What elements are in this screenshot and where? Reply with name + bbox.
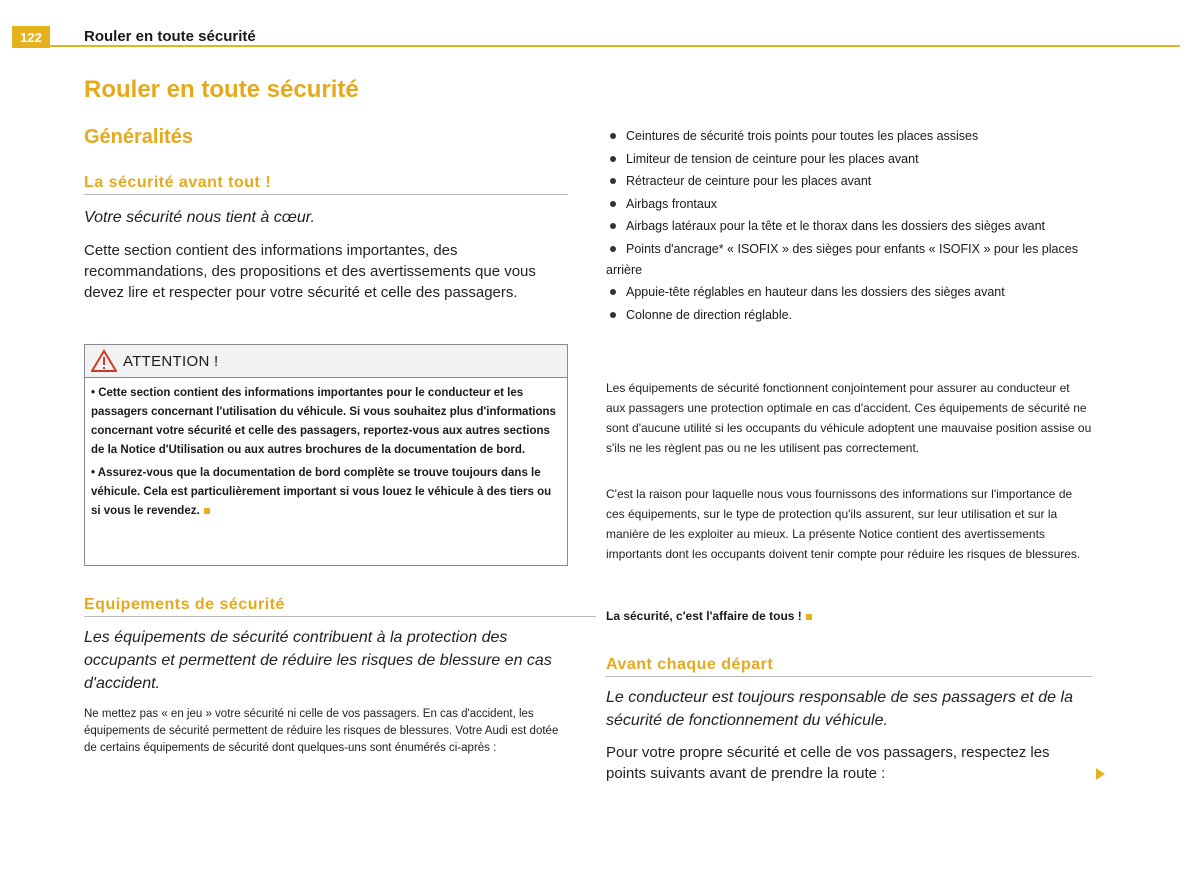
header-divider bbox=[12, 45, 1180, 47]
list-item bbox=[606, 171, 1092, 194]
warning-title: ATTENTION ! bbox=[123, 352, 219, 370]
safety-first-body-block bbox=[84, 240, 568, 303]
list-item-text: Limiteur de tension de ceinture pour les places avant bbox=[626, 151, 919, 166]
list-item-text: Points d'ancrage* « ISOFIX » des sièges pour enfants « ISOFIX » pour les places arrière bbox=[606, 241, 1078, 277]
list-item bbox=[606, 194, 1092, 217]
continue-arrow-icon bbox=[1096, 768, 1105, 780]
equipment-importance: C'est la raison pour laquelle nous vous fournissons des informations sur l'importance de ces équipements, sur le type de protection qu'ils assurent, sur leur utilisation et sur la manière de les exploiter au mieux. La présente Notice contient des avertissements importants dont les occupants doivent tenir compte pour réduire les risques de blessures. bbox=[606, 487, 1081, 561]
equipment-explanation: Les équipements de sécurité fonctionnent conjointement pour assurer au conducteur et aux passagers une protection optimale en cas d'accident. Ces équipements de sécurité ne sont d'aucune utilité si les occupants du véhicule adoptent une mauvaise position assise ou s'ils ne les règlent pas ou ne les utilisent pas correctement. bbox=[606, 381, 1092, 455]
bullet-icon bbox=[610, 223, 616, 229]
equipment-body-block bbox=[84, 706, 568, 757]
bullet-icon bbox=[610, 246, 616, 252]
end-square-icon bbox=[806, 614, 812, 620]
list-item-text: Ceintures de sécurité trois points pour toutes les places assises bbox=[626, 129, 979, 143]
list-item-text: Rétracteur de ceinture pour les places avant bbox=[626, 174, 872, 188]
warning-paragraph: • Assurez-vous que la documentation de bord complète se trouve toujours dans le véhicule. Cela est particulièrement important si vous louez le véhicule à des tiers ou si vous le revendez. bbox=[91, 467, 552, 517]
list-item-text: Appuie-tête réglables en hauteur dans les dossiers des sièges avant bbox=[626, 285, 1005, 299]
safety-first-intro-block bbox=[84, 206, 568, 229]
list-item bbox=[606, 149, 1092, 172]
departure-body: Pour votre propre sécurité et celle de vos passagers, respectez les points suivants avant de prendre la route : bbox=[606, 744, 1050, 782]
bullet-icon bbox=[610, 201, 616, 207]
page-number: 122 bbox=[12, 26, 50, 48]
bullet-icon bbox=[610, 312, 616, 318]
section-safety-first bbox=[84, 174, 568, 195]
list-item bbox=[606, 239, 1092, 283]
departure-body-block bbox=[606, 742, 1092, 784]
list-item bbox=[606, 305, 1092, 328]
equipment-body: Ne mettez pas « en jeu » votre sécurité ni celle de vos passagers. En cas d'accident, les équipements de sécurité permettent de réduire les risques de blessures. Votre Audi est dotée de certains équipements de sécurité dont quelques-uns sont énumérés ci-après : bbox=[84, 708, 559, 754]
section-title-equipment: Equipements de sécurité bbox=[84, 596, 596, 617]
warning-triangle-icon bbox=[91, 349, 117, 373]
bullet-icon bbox=[610, 156, 616, 162]
safety-slogan bbox=[606, 606, 1092, 626]
section-heading-general: Généralités bbox=[84, 126, 193, 148]
list-item-text: Airbags frontaux bbox=[626, 196, 718, 211]
bullet-icon bbox=[610, 178, 616, 184]
chapter-title: Rouler en toute sécurité bbox=[84, 76, 359, 103]
list-item-text: Airbags latéraux pour la tête et le thorax dans les dossiers des sièges avant bbox=[626, 219, 1045, 233]
departure-intro: Le conducteur est toujours responsable de ses passagers et de la sécurité de fonctionnement du véhicule. bbox=[606, 689, 1073, 729]
safety-slogan-text: La sécurité, c'est l'affaire de tous ! bbox=[606, 609, 802, 623]
safety-first-intro: Votre sécurité nous tient à cœur. bbox=[84, 209, 315, 226]
warning-box bbox=[84, 344, 568, 566]
equipment-intro-block bbox=[84, 626, 568, 695]
bullet-icon bbox=[610, 133, 616, 139]
equipment-intro: Les équipements de sécurité contribuent à la protection des occupants et permettent de réduire les risques de blessure en cas d'accident. bbox=[84, 629, 552, 692]
list-item bbox=[606, 126, 1092, 149]
running-header-title: Rouler en toute sécurité bbox=[84, 28, 256, 45]
section-equipment bbox=[84, 596, 596, 617]
safety-first-body: Cette section contient des informations importantes, des recommandations, des propositions et des avertissements que vous devez lire et respecter pour votre sécurité et celle des passagers. bbox=[84, 242, 536, 301]
list-item bbox=[606, 216, 1092, 239]
equipment-explanation-block bbox=[606, 378, 1092, 458]
list-item-text: Colonne de direction réglable. bbox=[626, 307, 793, 322]
warning-header bbox=[85, 345, 567, 378]
section-departure bbox=[606, 656, 1092, 677]
warning-paragraph: • Cette section contient des informations importantes pour le conducteur et les passagers concernant l'utilisation du véhicule. Si vous souhaitez plus d'informations concernant votre sécurité et celle des passagers, reportez-vous aux autres sections de la Notice d'Utilisation ou aux autres brochures de la documentation de bord. bbox=[91, 387, 556, 456]
departure-intro-block bbox=[606, 686, 1092, 732]
list-item bbox=[606, 282, 1092, 305]
section-title-departure: Avant chaque départ bbox=[606, 656, 1092, 677]
warning-paragraph-2-wrap bbox=[91, 464, 561, 521]
page-header bbox=[0, 0, 1200, 50]
equipment-list bbox=[606, 126, 1092, 327]
end-square-icon bbox=[204, 508, 210, 514]
section-title-safety-first: La sécurité avant tout ! bbox=[84, 174, 568, 195]
bullet-icon bbox=[610, 289, 616, 295]
warning-body bbox=[85, 378, 567, 521]
equipment-importance-block bbox=[606, 484, 1092, 564]
